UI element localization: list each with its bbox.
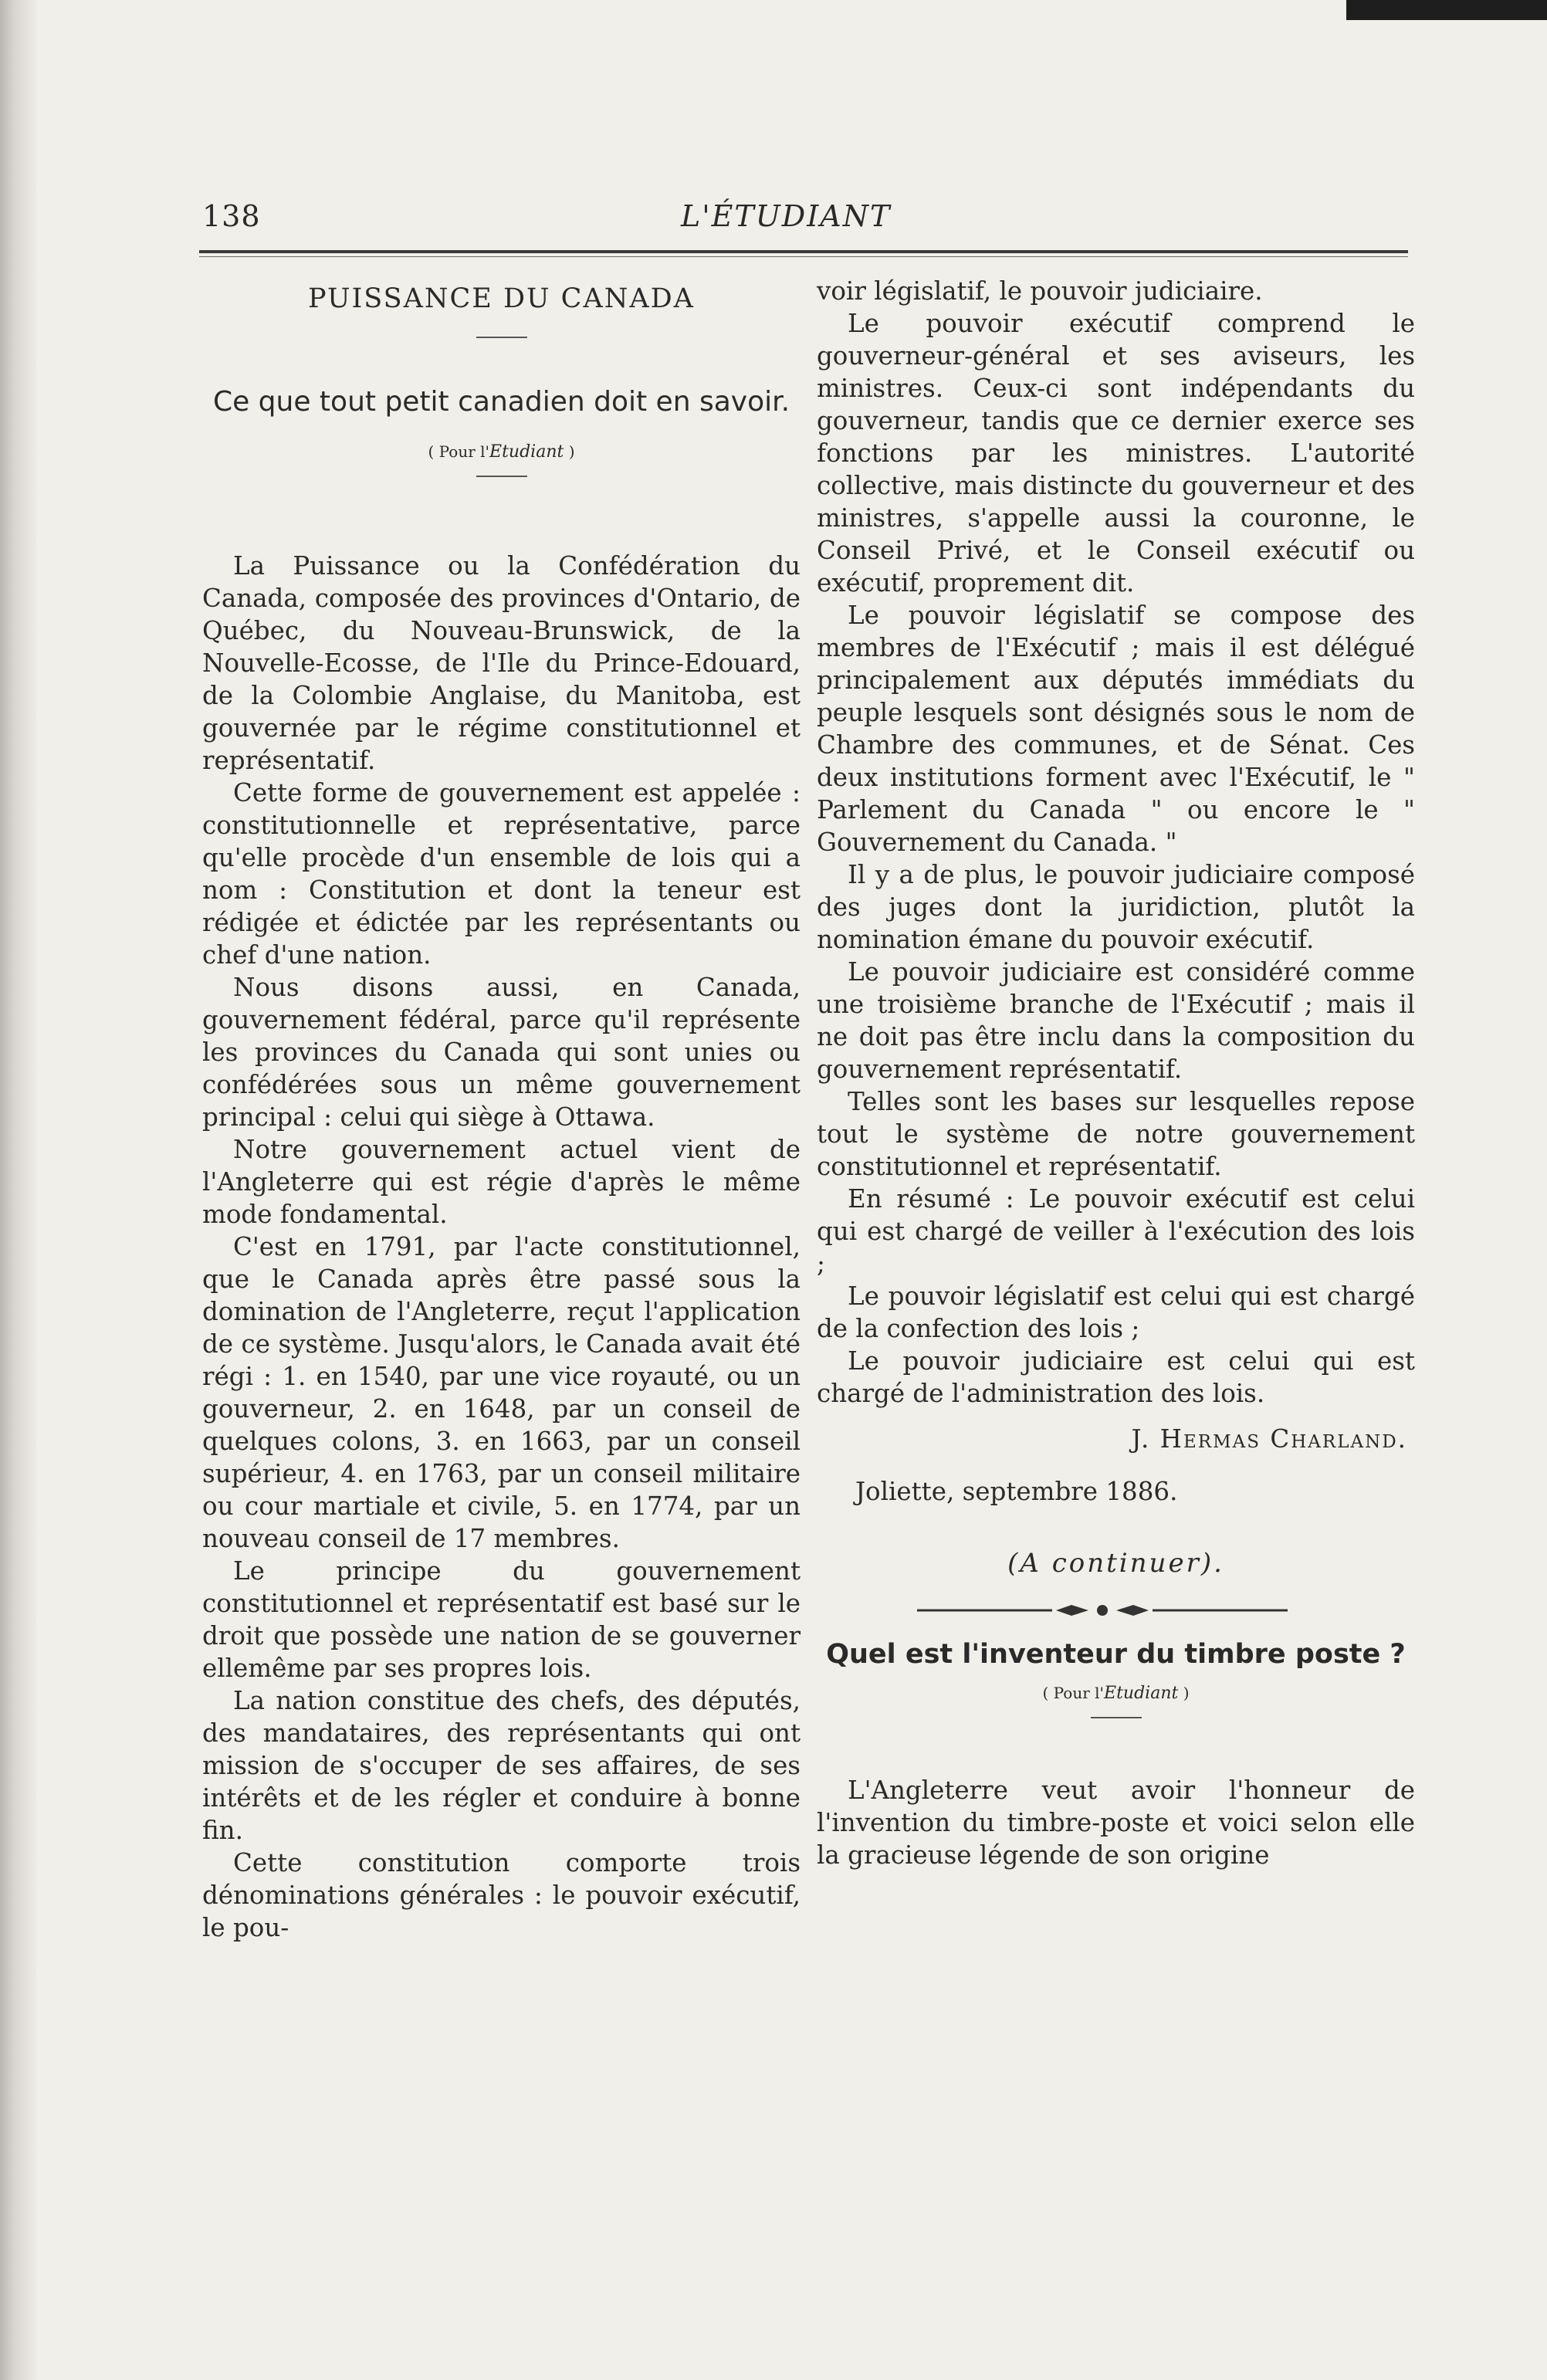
article-title: Quel est l'inventeur du timbre poste ? (826, 1639, 1406, 1670)
signature: J. Hermas Charland. (1131, 1424, 1407, 1454)
paragraph: Le pouvoir législatif se compose des membres de l'Exécutif ; mais il est délégué principalement aux députés immédiats du peuple lesquels sont désignés sous le nom de Chambre des communes, et de Sénat. Ces deux institutions forment avec l'Exécutif, le " Parlement du Canada " ou encore le " Gouvernement du Canada. " (817, 601, 1415, 857)
article-subtitle: Ce que tout petit canadien doit en savoir. (212, 386, 790, 418)
dateline: Joliette, septembre 1886. (855, 1477, 1178, 1506)
paragraph: Le principe du gouvernement constitutionnel et représentatif est basé sur le droit que possède une nation de se gouverner ellemême par ses propres lois. (202, 1556, 801, 1683)
left-column (202, 275, 801, 1944)
header-rule-thin (199, 256, 1408, 257)
right-column (817, 275, 1415, 1871)
paragraph: Nous disons aussi, en Canada, gouvernement fédéral, parce qu'il représente les provinces du Canada qui sont unies ou confédérées sous un même gouvernement principal : celui qui siège à Ottawa. (202, 973, 801, 1132)
byline-rule (476, 476, 527, 477)
paragraph: En résumé : Le pouvoir exécutif est celui qui est chargé de veiller à l'exécution des lois ; (817, 1184, 1415, 1278)
byline: ( Pour l'Etudiant ) (1042, 1684, 1190, 1703)
paragraph: C'est en 1791, par l'acte constitutionnel, que le Canada après être passé sous la domination de l'Angleterre, reçut l'application de ce système. Jusqu'alors, le Canada avait été régi : 1. en 1540, par une vice royauté, ou un gouverneur, 2. en 1648, par un conseil de quelques colons, 3. en 1663, par un conseil supérieur, 4. en 1763, par un conseil militaire ou cour martiale et civile, 5. en 1774, par un nouveau conseil de 17 membres. (202, 1232, 801, 1553)
paragraph: Le pouvoir exécutif comprend le gouverneur-général et ses aviseurs, les ministres. Ceux-ci sont indépendants du gouverneur, tandis que ce dernier exerce ses fonctions par les ministres. L'autorité collective, mais distincte du gouverneur et des ministres, s'appelle aussi la couronne, le Conseil Privé, et le Conseil exécutif ou exécutif, proprement dit. (817, 309, 1415, 598)
running-header (202, 199, 1414, 242)
journal-title: L'ÉTUDIANT (681, 199, 892, 233)
byline: ( Pour l'Etudiant ) (428, 442, 575, 462)
title-rule (476, 337, 527, 338)
paragraph: voir législatif, le pouvoir judiciaire. (817, 276, 1263, 306)
paragraph: La nation constitue des chefs, des députés, des mandataires, des représentants qui ont mission de s'occuper de ses affaires, de ses intérêts et de les régler et conduire à bonne fin. (202, 1686, 801, 1845)
paragraph: La Puissance ou la Confédération du Canada, composée des provinces d'Ontario, de Québec, du Nouveau-Brunswick, de la Nouvelle-Ecosse, de l'Ile du Prince-Edouard, de la Colombie Anglaise, du Manitoba, est gouvernée par le régime constitutionnel et représentatif. (202, 551, 801, 775)
paragraph: Il y a de plus, le pouvoir judiciaire composé des juges dont la juridiction, plutôt la nomination émane du pouvoir exécutif. (817, 860, 1415, 954)
paragraph: Cette forme de gouvernement est appelée : constitutionnelle et représentative, parce qu'elle procède d'un ensemble de lois qui a nom : Constitution et dont la teneur est rédigée et édictée par les représentants ou chef d'une nation. (202, 778, 801, 970)
binding-edge (0, 0, 37, 2380)
ornament-icon (917, 1601, 1288, 1620)
paragraph: L'Angleterre veut avoir l'honneur de l'invention du timbre-poste et voici selon elle la gracieuse légende de son origine (817, 1776, 1415, 1870)
byline-rule (1091, 1717, 1142, 1718)
paragraph: Le pouvoir judiciaire est considéré comme une troisième branche de l'Exécutif ; mais il ne doit pas être inclu dans la composition du gouvernement représentatif. (817, 957, 1415, 1084)
paragraph: Le pouvoir législatif est celui qui est chargé de la confection des lois ; (817, 1281, 1415, 1343)
page-number: 138 (202, 199, 261, 233)
left-body (202, 550, 801, 1944)
paragraph: Notre gouvernement actuel vient de l'Angleterre qui est régie d'après le même mode fondamental. (202, 1135, 801, 1229)
paragraph: Le pouvoir judiciaire est celui qui est chargé de l'administration des lois. (817, 1346, 1415, 1408)
article-title: PUISSANCE DU CANADA (308, 283, 695, 314)
header-rule (199, 250, 1408, 253)
paragraph: Telles sont les bases sur lesquelles repose tout le système de notre gouvernement constitutionnel et représentatif. (817, 1087, 1415, 1181)
continuation-note: (A continuer). (1007, 1548, 1224, 1579)
paragraph: Cette constitution comporte trois dénominations générales : le pouvoir exécutif, le pou- (202, 1848, 801, 1942)
scan-edge (1346, 0, 1547, 20)
ornamental-divider (817, 1598, 1415, 1632)
